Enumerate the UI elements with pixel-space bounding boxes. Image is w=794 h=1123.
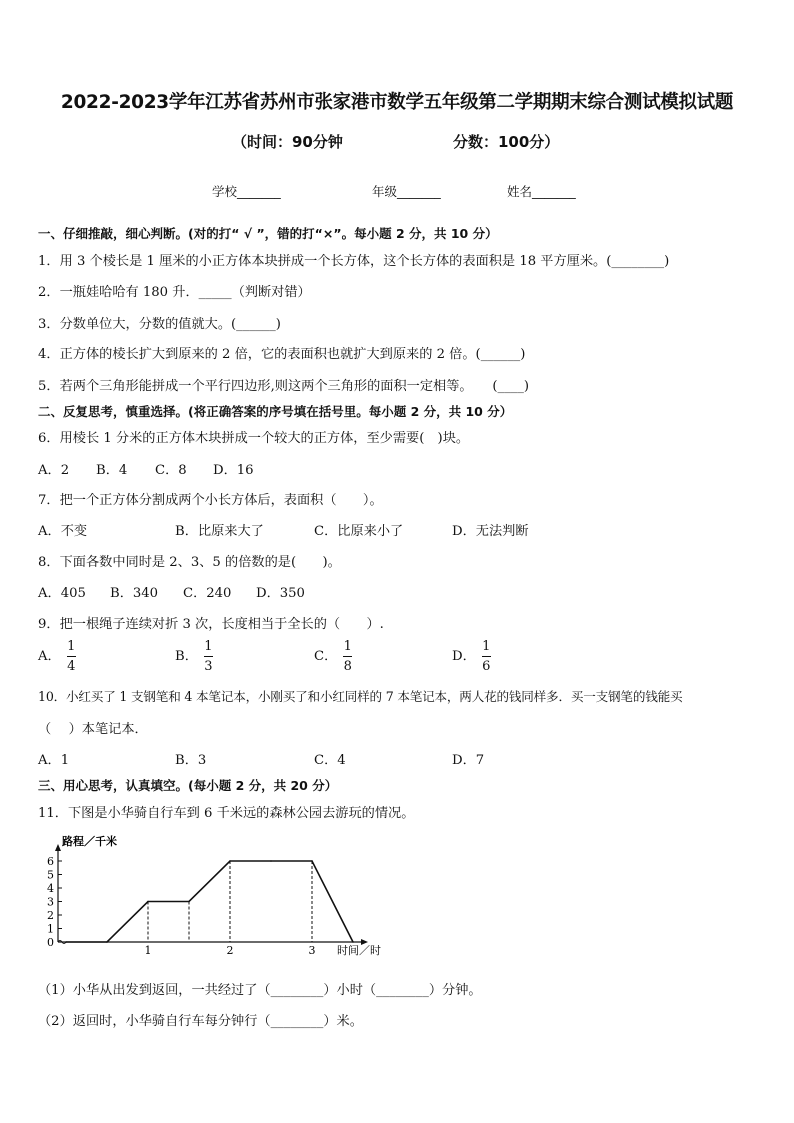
question-10-line-2: （ ）本笔记本．: [38, 722, 148, 737]
section-heading-3: 三、用心思考，认真填空。(每小题 2 分，共 20 分）: [38, 778, 338, 793]
question-6: 6．用棱长 1 分米的正方体木块拼成一个较大的正方体，至少需要( )块。: [38, 431, 470, 446]
y-tick-label: 2: [47, 909, 54, 922]
section-heading-2: 二、反复思考，慎重选择。(将正确答案的序号填在括号里。每小题 2 分，共 10 分）: [38, 404, 513, 419]
q10-option-a: A．1: [38, 753, 70, 768]
denominator: 6: [482, 659, 491, 674]
question-5: 5．若两个三角形能拼成一个平行四边形,则这两个三角形的面积一定相等。 (____): [38, 379, 530, 394]
q6-option-d: D．16: [213, 463, 254, 478]
total-score: 分数：100分）: [453, 133, 560, 151]
x-tick-label: 2: [226, 944, 234, 957]
route-point: [229, 860, 231, 862]
route-point: [352, 941, 354, 943]
q8-option-d: D．350: [256, 586, 305, 601]
question-11: 11．下图是小华骑自行车到 6 千米远的森林公园去游玩的情况。: [38, 806, 415, 821]
y-tick-label: 5: [47, 868, 54, 882]
denominator: 8: [343, 659, 352, 674]
x-axis-label: 时间／时: [337, 944, 381, 957]
numerator: 1: [204, 639, 213, 654]
q6-option-a: A．2: [38, 463, 70, 478]
q6-option-c: C．8: [155, 463, 187, 478]
numerator: 1: [343, 639, 352, 654]
chart-series: [65, 860, 354, 943]
q7-option-c: C．比原来小了: [314, 524, 404, 539]
question-9: 9．把一根绳子连续对折 3 次，长度相当于全长的（ ）.: [38, 617, 384, 632]
q9-option-c: [314, 639, 352, 674]
q7-option-a: A．不变: [38, 524, 88, 539]
route-point: [188, 901, 190, 903]
route-point: [270, 860, 272, 862]
y-tick-label: 4: [47, 882, 54, 895]
y-tick-label: 6: [47, 855, 54, 868]
distance-time-chart: [30, 828, 410, 968]
chart-axes: [55, 844, 368, 945]
q9-option-d-label: D．: [452, 649, 476, 664]
q9-option-a: [38, 639, 76, 674]
school-field: 学校_______: [212, 184, 281, 199]
question-2: 2．一瓶娃哈哈有 180 升．_____（判断对错）: [38, 285, 311, 300]
route-point: [65, 941, 67, 943]
route-line: [66, 861, 353, 942]
q7-option-b: B．比原来大了: [175, 524, 264, 539]
q10-option-d: D．7: [452, 753, 485, 768]
fraction: [343, 639, 352, 674]
route-point: [311, 860, 313, 862]
page-title: 2022-2023学年江苏省苏州市张家港市数学五年级第二学期期末综合测试模拟试题: [60, 92, 734, 113]
y-axis-arrow: [55, 844, 61, 851]
numerator: 1: [482, 639, 491, 654]
y-tick-label: 1: [47, 922, 54, 936]
section-heading-1: 一、仔细推敲，细心判断。(对的打“ √ ”，错的打“×”。每小题 2 分，共 10 分）: [38, 226, 498, 241]
question-4: 4．正方体的棱长扩大到原来的 2 倍，它的表面积也就扩大到原来的 2 倍。(______): [38, 347, 526, 362]
q9-option-d: [452, 639, 491, 674]
question-10-line-1: 10．小红买了 1 支钢笔和 4 本笔记本，小刚买了和小红同样的 7 本笔记本，两人花的钱同样多．买一支钢笔的钱能买: [38, 689, 683, 704]
question-11-part-1: （1）小华从出发到返回，一共经过了（________）小时（________）分钟。: [38, 983, 482, 998]
question-3: 3．分数单位大，分数的值就大。(______): [38, 317, 281, 332]
q8-option-a: A．405: [38, 586, 86, 601]
time-limit: （时间：90分钟: [232, 133, 343, 151]
y-axis-label: 路程／千米: [62, 835, 117, 848]
denominator: 3: [204, 659, 213, 674]
q10-option-b: B．3: [175, 753, 207, 768]
numerator: 1: [67, 639, 76, 654]
fraction: [67, 639, 76, 674]
question-7: 7．把一个正方体分割成两个小长方体后，表面积（ ）。: [38, 493, 383, 508]
question-11-part-2: （2）返回时，小华骑自行车每分钟行（________）米。: [38, 1014, 363, 1029]
route-point: [147, 901, 149, 903]
q6-option-b: B．4: [96, 463, 128, 478]
route-point: [106, 941, 108, 943]
q9-option-b: [175, 639, 213, 674]
q9-option-a-label: A．: [38, 649, 61, 664]
q10-option-c: C．4: [314, 753, 346, 768]
grade-field: 年级_______: [372, 184, 441, 199]
fraction: [204, 639, 213, 674]
q9-option-c-label: C．: [314, 649, 338, 664]
q8-option-c: C．240: [183, 586, 232, 601]
fraction: [482, 639, 491, 674]
denominator: 4: [67, 659, 76, 674]
q7-option-d: D．无法判断: [452, 524, 529, 539]
name-field: 姓名_______: [507, 184, 576, 199]
question-1: 1．用 3 个棱长是 1 厘米的小正方体本块拼成一个长方体，这个长方体的表面积是 18 平方厘米。(________): [38, 254, 670, 269]
x-tick-label: 1: [144, 944, 152, 957]
question-8: 8．下面各数中同时是 2、3、5 的倍数的是( )。: [38, 555, 341, 570]
y-tick-label: 0: [47, 936, 54, 949]
y-tick-label: 3: [47, 895, 54, 909]
q9-option-b-label: B．: [175, 649, 198, 664]
q8-option-b: B．340: [110, 586, 159, 601]
x-tick-label: 3: [308, 944, 316, 957]
